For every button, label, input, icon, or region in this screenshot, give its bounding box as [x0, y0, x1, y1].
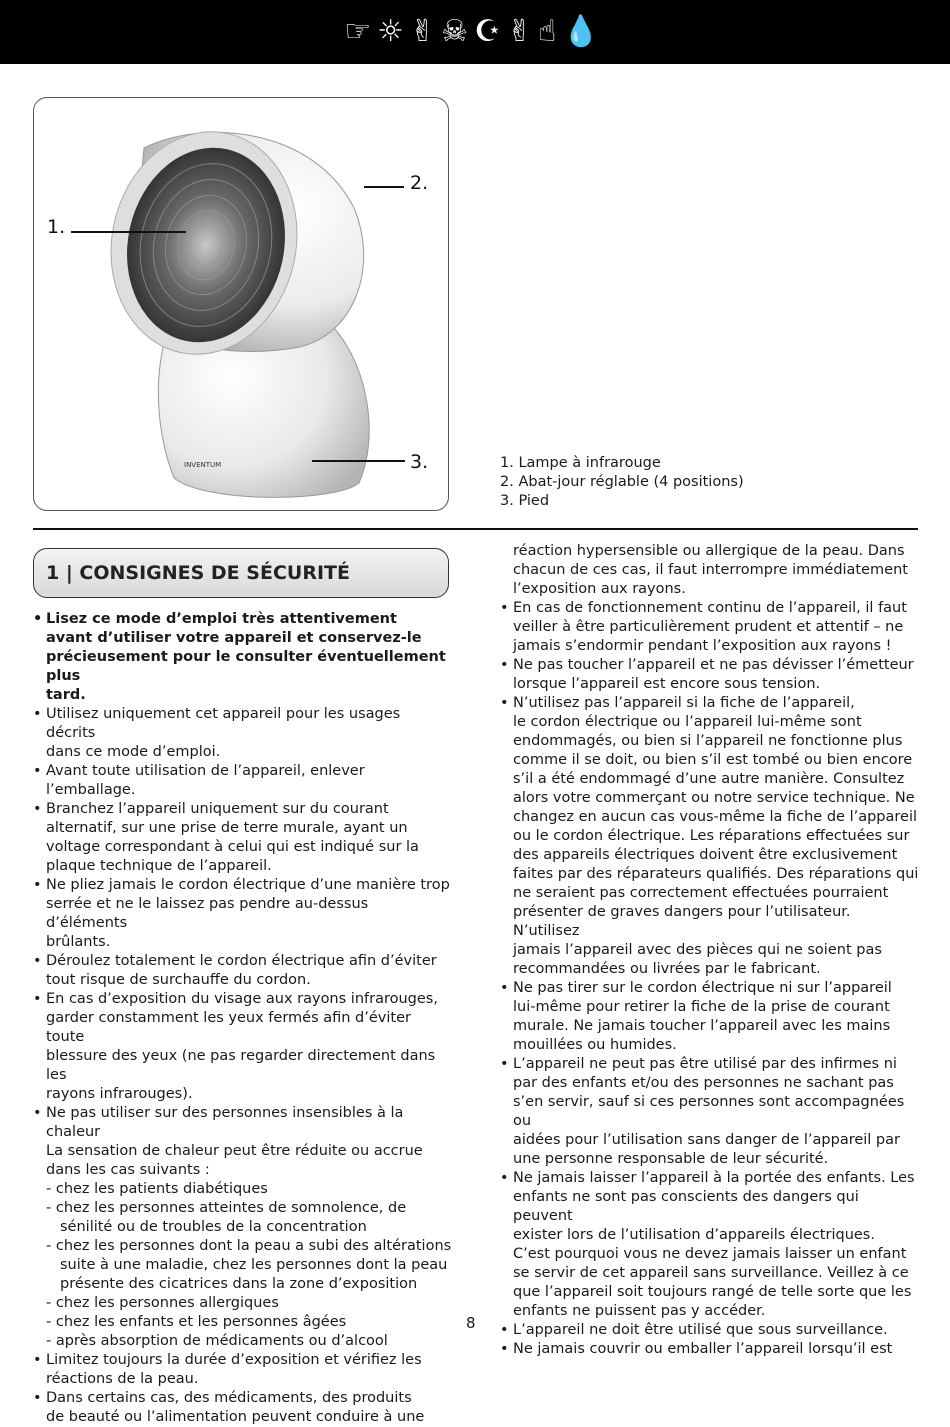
text-line: suite à une maladie, chez les personnes dont la peau — [60, 1257, 448, 1273]
text-line: présente des cicatrices dans la zone d’exposition — [60, 1276, 418, 1292]
text-line: La sensation de chaleur peut être réduite ou accrue — [46, 1143, 423, 1159]
text-line: - chez les enfants et les personnes âgées — [46, 1314, 347, 1330]
bullet-item: • N’utilisez pas l’appareil si la fiche de l’appareil, — [500, 694, 920, 713]
text-line: tard. — [46, 687, 86, 703]
text-line: enfants ne sont pas conscients des dangers qui peuvent — [513, 1189, 859, 1224]
header-bar — [0, 0, 950, 64]
bullet-item: • Avant toute utilisation de l’appareil, enlever — [33, 762, 453, 781]
bullet-item: • Limitez toujours la durée d’exposition et vérifiez les — [33, 1351, 453, 1370]
right-column — [500, 542, 920, 1359]
brand-label: INVENTUM — [184, 461, 222, 469]
text-line: réactions de la peau. — [46, 1371, 199, 1387]
text-line: voltage correspondant à celui qui est indiqué sur la — [46, 839, 419, 855]
text-line: endommagés, ou bien si l’appareil ne fonctionne plus — [513, 733, 903, 749]
figure-legend — [500, 454, 744, 511]
text-line: des appareils électriques doivent être exclusivement — [513, 847, 898, 863]
text-line: le cordon électrique ou l’appareil lui-même sont — [513, 714, 862, 730]
left-column — [33, 610, 453, 1427]
bullet-item: • L’appareil ne peut pas être utilisé par des infirmes ni — [500, 1055, 920, 1074]
callout-3: 3. — [410, 451, 429, 473]
section-header — [33, 548, 449, 598]
text-line: jamais s’endormir pendant l’exposition aux rayons ! — [513, 638, 892, 654]
text-line: se servir de cet appareil sans surveillance. Veillez à ce — [513, 1265, 909, 1281]
text-line: - chez les personnes allergiques — [46, 1295, 279, 1311]
text-line: aidées pour l’utilisation sans danger de l’appareil par — [513, 1132, 900, 1148]
text-line: - chez les patients diabétiques — [46, 1181, 268, 1197]
text-line: alors votre commerçant ou notre service technique. Ne — [513, 790, 915, 806]
text-line: dans les cas suivants : — [46, 1162, 210, 1178]
text-line: avant d’utiliser votre appareil et conservez-le — [46, 630, 422, 646]
bullet-item: • En cas d’exposition du visage aux rayons infrarouges, — [33, 990, 453, 1009]
text-line: l’exposition aux rayons. — [513, 581, 686, 597]
text-line: veiller à être particulièrement prudent et attentif – ne — [513, 619, 904, 635]
legend-item: 1. Lampe à infrarouge — [500, 455, 661, 471]
text-line: blessure des yeux (ne pas regarder directement dans les — [46, 1048, 436, 1083]
text-line: que l’appareil soit toujours rangé de telle sorte que les — [513, 1284, 912, 1300]
text-line: lorsque l’appareil est encore sous tension. — [513, 676, 821, 692]
text-line: précieusement pour le consulter éventuellement plus — [46, 649, 446, 684]
text-line: rayons infrarouges). — [46, 1086, 193, 1102]
text-line: ne seraient pas correctement effectuées pourraient — [513, 885, 889, 901]
text-line: changez en aucun cas vous-même la fiche de l’appareil — [513, 809, 918, 825]
text-line: de beauté ou l’alimentation peuvent conduire à une — [46, 1409, 425, 1425]
text-line: ou le cordon électrique. Les réparations effectuées sur — [513, 828, 910, 844]
text-line: comme il se doit, ou bien s’il est tombé ou bien encore — [513, 752, 913, 768]
text-line: C’est pourquoi vous ne devez jamais laisser un enfant — [513, 1246, 907, 1262]
bullet-item: • Dans certains cas, des médicaments, des produits — [33, 1389, 453, 1408]
text-line: enfants ne puissent pas y accéder. — [513, 1303, 766, 1319]
bullet-item: • Lisez ce mode d’emploi très attentivement — [33, 610, 453, 629]
bullet-item: • Déroulez totalement le cordon électrique afin d’éviter — [33, 952, 453, 971]
text-line: murale. Ne jamais toucher l’appareil avec les mains — [513, 1018, 891, 1034]
text-line: réaction hypersensible ou allergique de la peau. Dans — [513, 543, 905, 559]
product-figure — [33, 97, 449, 511]
bullet-item: • Ne jamais laisser l’appareil à la portée des enfants. Les — [500, 1169, 920, 1188]
text-line: garder constamment les yeux fermés afin d’éviter toute — [46, 1010, 411, 1045]
text-line: présenter de graves dangers pour l’utilisateur. N’utilisez — [513, 904, 851, 939]
text-line: - après absorption de médicaments ou d’alcool — [46, 1333, 388, 1349]
text-line: faites par des réparateurs qualifiés. Des réparations qui — [513, 866, 919, 882]
bullet-item: • Utilisez uniquement cet appareil pour les usages décrits — [33, 705, 453, 743]
bullet-item: • L’appareil ne doit être utilisé que sous surveillance. — [500, 1321, 920, 1340]
bullet-item: • Branchez l’appareil uniquement sur du courant — [33, 800, 453, 819]
bullet-item: • Ne pas tirer sur le cordon électrique ni sur l’appareil — [500, 979, 920, 998]
text-line: jamais l’appareil avec des pièces qui ne soient pas — [513, 942, 882, 958]
text-line: recommandées ou livrées par le fabricant. — [513, 961, 821, 977]
section-divider — [33, 528, 918, 530]
page-number: 8 — [466, 1314, 476, 1332]
text-line: chacun de ces cas, il faut interrompre immédiatement — [513, 562, 908, 578]
text-line: mouillées ou humides. — [513, 1037, 677, 1053]
text-line: l’emballage. — [46, 782, 136, 798]
text-line: par des enfants et/ou des personnes ne sachant pas — [513, 1075, 894, 1091]
legend-item: 2. Abat-jour réglable (4 positions) — [500, 474, 744, 490]
bullet-item: • Ne pliez jamais le cordon électrique d’une manière trop — [33, 876, 453, 895]
infrared-lamp-illustration — [34, 98, 449, 511]
legend-item: 3. Pied — [500, 493, 550, 509]
text-line: sénilité ou de troubles de la concentration — [60, 1219, 367, 1235]
text-line: s’en servir, sauf si ces personnes sont accompagnées ou — [513, 1094, 905, 1129]
text-line: serrée et ne le laissez pas pendre au-dessus d’éléments — [46, 896, 369, 931]
text-line: tout risque de surchauffe du cordon. — [46, 972, 311, 988]
callout-2: 2. — [410, 172, 429, 194]
text-line: dans ce mode d’emploi. — [46, 744, 221, 760]
bullet-item: • En cas de fonctionnement continu de l’appareil, il faut — [500, 599, 920, 618]
text-line: une personne responsable de leur sécurité. — [513, 1151, 829, 1167]
header-dingbats: ☞☼✌☠☪✌☝💧 — [344, 14, 606, 49]
bullet-item: • Ne jamais couvrir ou emballer l’appareil lorsqu’il est — [500, 1340, 920, 1359]
text-line: plaque technique de l’appareil. — [46, 858, 272, 874]
text-line: - chez les personnes dont la peau a subi des altérations — [46, 1238, 452, 1254]
text-line: - chez les personnes atteintes de somnolence, de — [46, 1200, 407, 1216]
text-line: lui-même pour retirer la fiche de la prise de courant — [513, 999, 890, 1015]
text-line: alternatif, sur une prise de terre murale, ayant un — [46, 820, 408, 836]
callout-1: 1. — [47, 216, 66, 238]
text-line: brûlants. — [46, 934, 111, 950]
section-title: 1 | CONSIGNES DE SÉCURITÉ — [46, 562, 350, 584]
text-line: exister lors de l’utilisation d’appareils électriques. — [513, 1227, 875, 1243]
text-line: s’il a été endommagé d’une autre manière. Consultez — [513, 771, 905, 787]
bullet-item: • Ne pas toucher l’appareil et ne pas dévisser l’émetteur — [500, 656, 920, 675]
bullet-item: • Ne pas utiliser sur des personnes insensibles à la chaleur — [33, 1104, 453, 1142]
